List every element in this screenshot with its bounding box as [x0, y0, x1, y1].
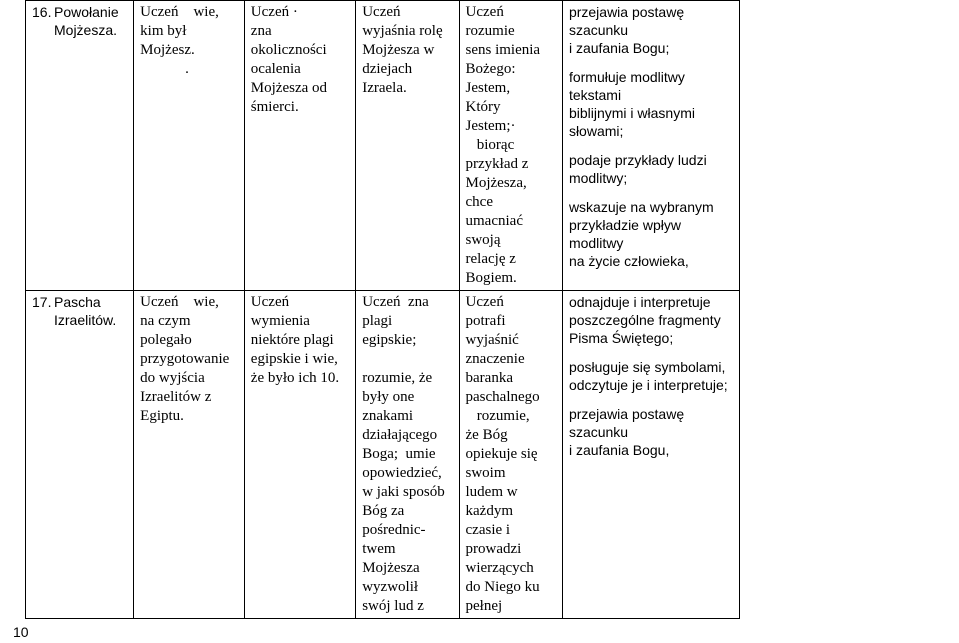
text-line: wyjaśnić: [465, 332, 519, 348]
text-line: chce: [465, 194, 493, 210]
lesson-number: 17.: [32, 294, 52, 310]
extended-requirement-cell: [356, 1, 459, 291]
text-line: że Bóg: [465, 427, 508, 443]
outcomes-cell: [562, 1, 739, 291]
text-line: w jaki sposób: [362, 484, 445, 500]
text-line: potrafi: [465, 313, 506, 329]
text-line: pełnej: [465, 598, 503, 614]
text-line: czasie i: [465, 522, 511, 538]
text-line: modlitwy;: [568, 170, 628, 186]
lesson-cell: [26, 1, 134, 291]
page-number: 10: [13, 624, 29, 640]
text-line: .: [185, 61, 189, 77]
text-line: rozumie,: [465, 408, 530, 424]
text-line: opowiedzieć,: [362, 465, 442, 481]
text-line: swoją: [465, 232, 501, 248]
text-line: twem: [362, 541, 396, 557]
text-line: Boga; umie: [362, 446, 436, 462]
text-line: wyzwolił: [362, 579, 419, 595]
text-line: rozumie, że: [362, 370, 433, 386]
text-line: śmierci.: [250, 99, 299, 115]
text-line: swoim: [465, 465, 506, 481]
text-line: ocalenia: [250, 61, 301, 77]
text-line: swój lud z: [362, 598, 424, 614]
text-line: opiekuje się: [465, 446, 538, 462]
table-row: [26, 291, 959, 619]
text-line: biorąc: [465, 137, 515, 153]
text-line: polegało: [140, 332, 192, 348]
text-line: biblijnymi i własnymi: [568, 105, 695, 121]
text-line: na czym: [140, 313, 191, 329]
text-line: przykład z: [465, 156, 529, 172]
text-line: Jestem,: [465, 80, 511, 96]
text-line: Mojżesza od: [250, 80, 328, 96]
text-line: Jestem;·: [465, 118, 516, 134]
text-line: Uczeń ·: [250, 4, 298, 20]
text-line: były one: [362, 389, 415, 405]
text-line: odczytuje je i interpretuje;: [568, 377, 728, 393]
text-line: wierzących: [465, 560, 534, 576]
text-line: Uczeń: [250, 294, 290, 310]
text-line: przygotowanie: [140, 351, 230, 367]
text-line: egipskie i wie,: [250, 351, 338, 367]
text-line: plagi: [362, 313, 393, 329]
table-row: [26, 1, 959, 291]
text-line: że było ich 10.: [250, 370, 340, 386]
text-line: Mojżesz.: [140, 42, 195, 58]
text-line: dziejach: [362, 61, 413, 77]
text-line: znakami: [362, 408, 414, 424]
basic-requirement-cell: [244, 291, 355, 619]
lesson-number: 16.: [32, 4, 52, 20]
text-line: ludem w: [465, 484, 518, 500]
text-line: pośrednic-: [362, 522, 426, 538]
text-line: działającego: [362, 427, 438, 443]
text-line: posługuje się symbolami,: [568, 359, 726, 375]
topic-line: Powołanie: [54, 4, 119, 20]
text-line: i zaufania Bogu,: [568, 442, 670, 458]
text-line: Mojżesza w: [362, 42, 435, 58]
text-line: sens imienia: [465, 42, 541, 58]
text-line: formułuje modlitwy tekstami: [568, 69, 685, 103]
topic-line: Izraelitów.: [54, 312, 117, 328]
text-line: Uczeń: [465, 4, 504, 20]
text-line: odnajduje i interpretuje: [568, 294, 711, 310]
topic-line: Pascha: [54, 294, 101, 310]
text-line: relację z: [465, 251, 516, 267]
outcomes-cell: [562, 291, 739, 619]
text-line: kim był: [140, 23, 187, 39]
text-line: Uczeń: [465, 294, 504, 310]
text-line: do Niego ku: [465, 579, 540, 595]
text-line: umacniać: [465, 213, 523, 229]
text-line: do wyjścia: [140, 370, 205, 386]
text-line: i zaufania Bogu;: [568, 40, 670, 56]
knowledge-cell: [134, 1, 245, 291]
extended-requirement-cell: [356, 291, 459, 619]
text-line: paschalnego: [465, 389, 540, 405]
text-line: Pisma Świętego;: [568, 330, 674, 346]
text-line: Mojżesza,: [465, 175, 527, 191]
text-line: prowadzi: [465, 541, 522, 557]
text-line: niektóre plagi: [250, 332, 334, 348]
text-line: Bóg za: [362, 503, 405, 519]
topic-line: Mojżesza.: [54, 22, 118, 38]
text-line: przejawia postawę szacunku: [568, 406, 685, 440]
text-line: okoliczności: [250, 42, 327, 58]
text-line: Izraelitów z: [140, 389, 212, 405]
attitude-cell: [459, 1, 562, 291]
text-line: Który: [465, 99, 501, 115]
text-line: zna: [250, 23, 272, 39]
text-line: wskazuje na wybranym: [568, 199, 714, 215]
text-line: wyjaśnia rolę: [362, 23, 443, 39]
text-line: poszczególne fragmenty: [568, 312, 721, 328]
text-line: na życie człowieka,: [568, 253, 689, 269]
lesson-cell: [26, 291, 134, 619]
text-line: każdym: [465, 503, 513, 519]
curriculum-table: [25, 0, 959, 619]
knowledge-cell: [134, 291, 245, 619]
text-line: przykładzie wpływ modlitwy: [568, 217, 681, 251]
text-line: baranka: [465, 370, 513, 386]
text-line: znaczenie: [465, 351, 525, 367]
attitude-cell: [459, 291, 562, 619]
text-line: Izraela.: [362, 80, 407, 96]
text-line: Mojżesza: [362, 560, 420, 576]
text-line: słowami;: [568, 123, 624, 139]
text-line: Bożego:: [465, 61, 516, 77]
basic-requirement-cell: [244, 1, 355, 291]
text-line: Egiptu.: [140, 408, 184, 424]
text-line: Uczeń zna: [362, 294, 429, 310]
text-line: Uczeń wie,: [140, 4, 219, 20]
text-line: wymienia: [250, 313, 310, 329]
text-line: egipskie;: [362, 332, 417, 348]
text-line: rozumie: [465, 23, 515, 39]
text-line: przejawia postawę szacunku: [568, 4, 685, 38]
text-line: Bogiem.: [465, 270, 517, 286]
text-line: Uczeń wie,: [140, 294, 219, 310]
text-line: podaje przykłady ludzi: [568, 152, 707, 168]
text-line: Uczeń: [362, 4, 401, 20]
